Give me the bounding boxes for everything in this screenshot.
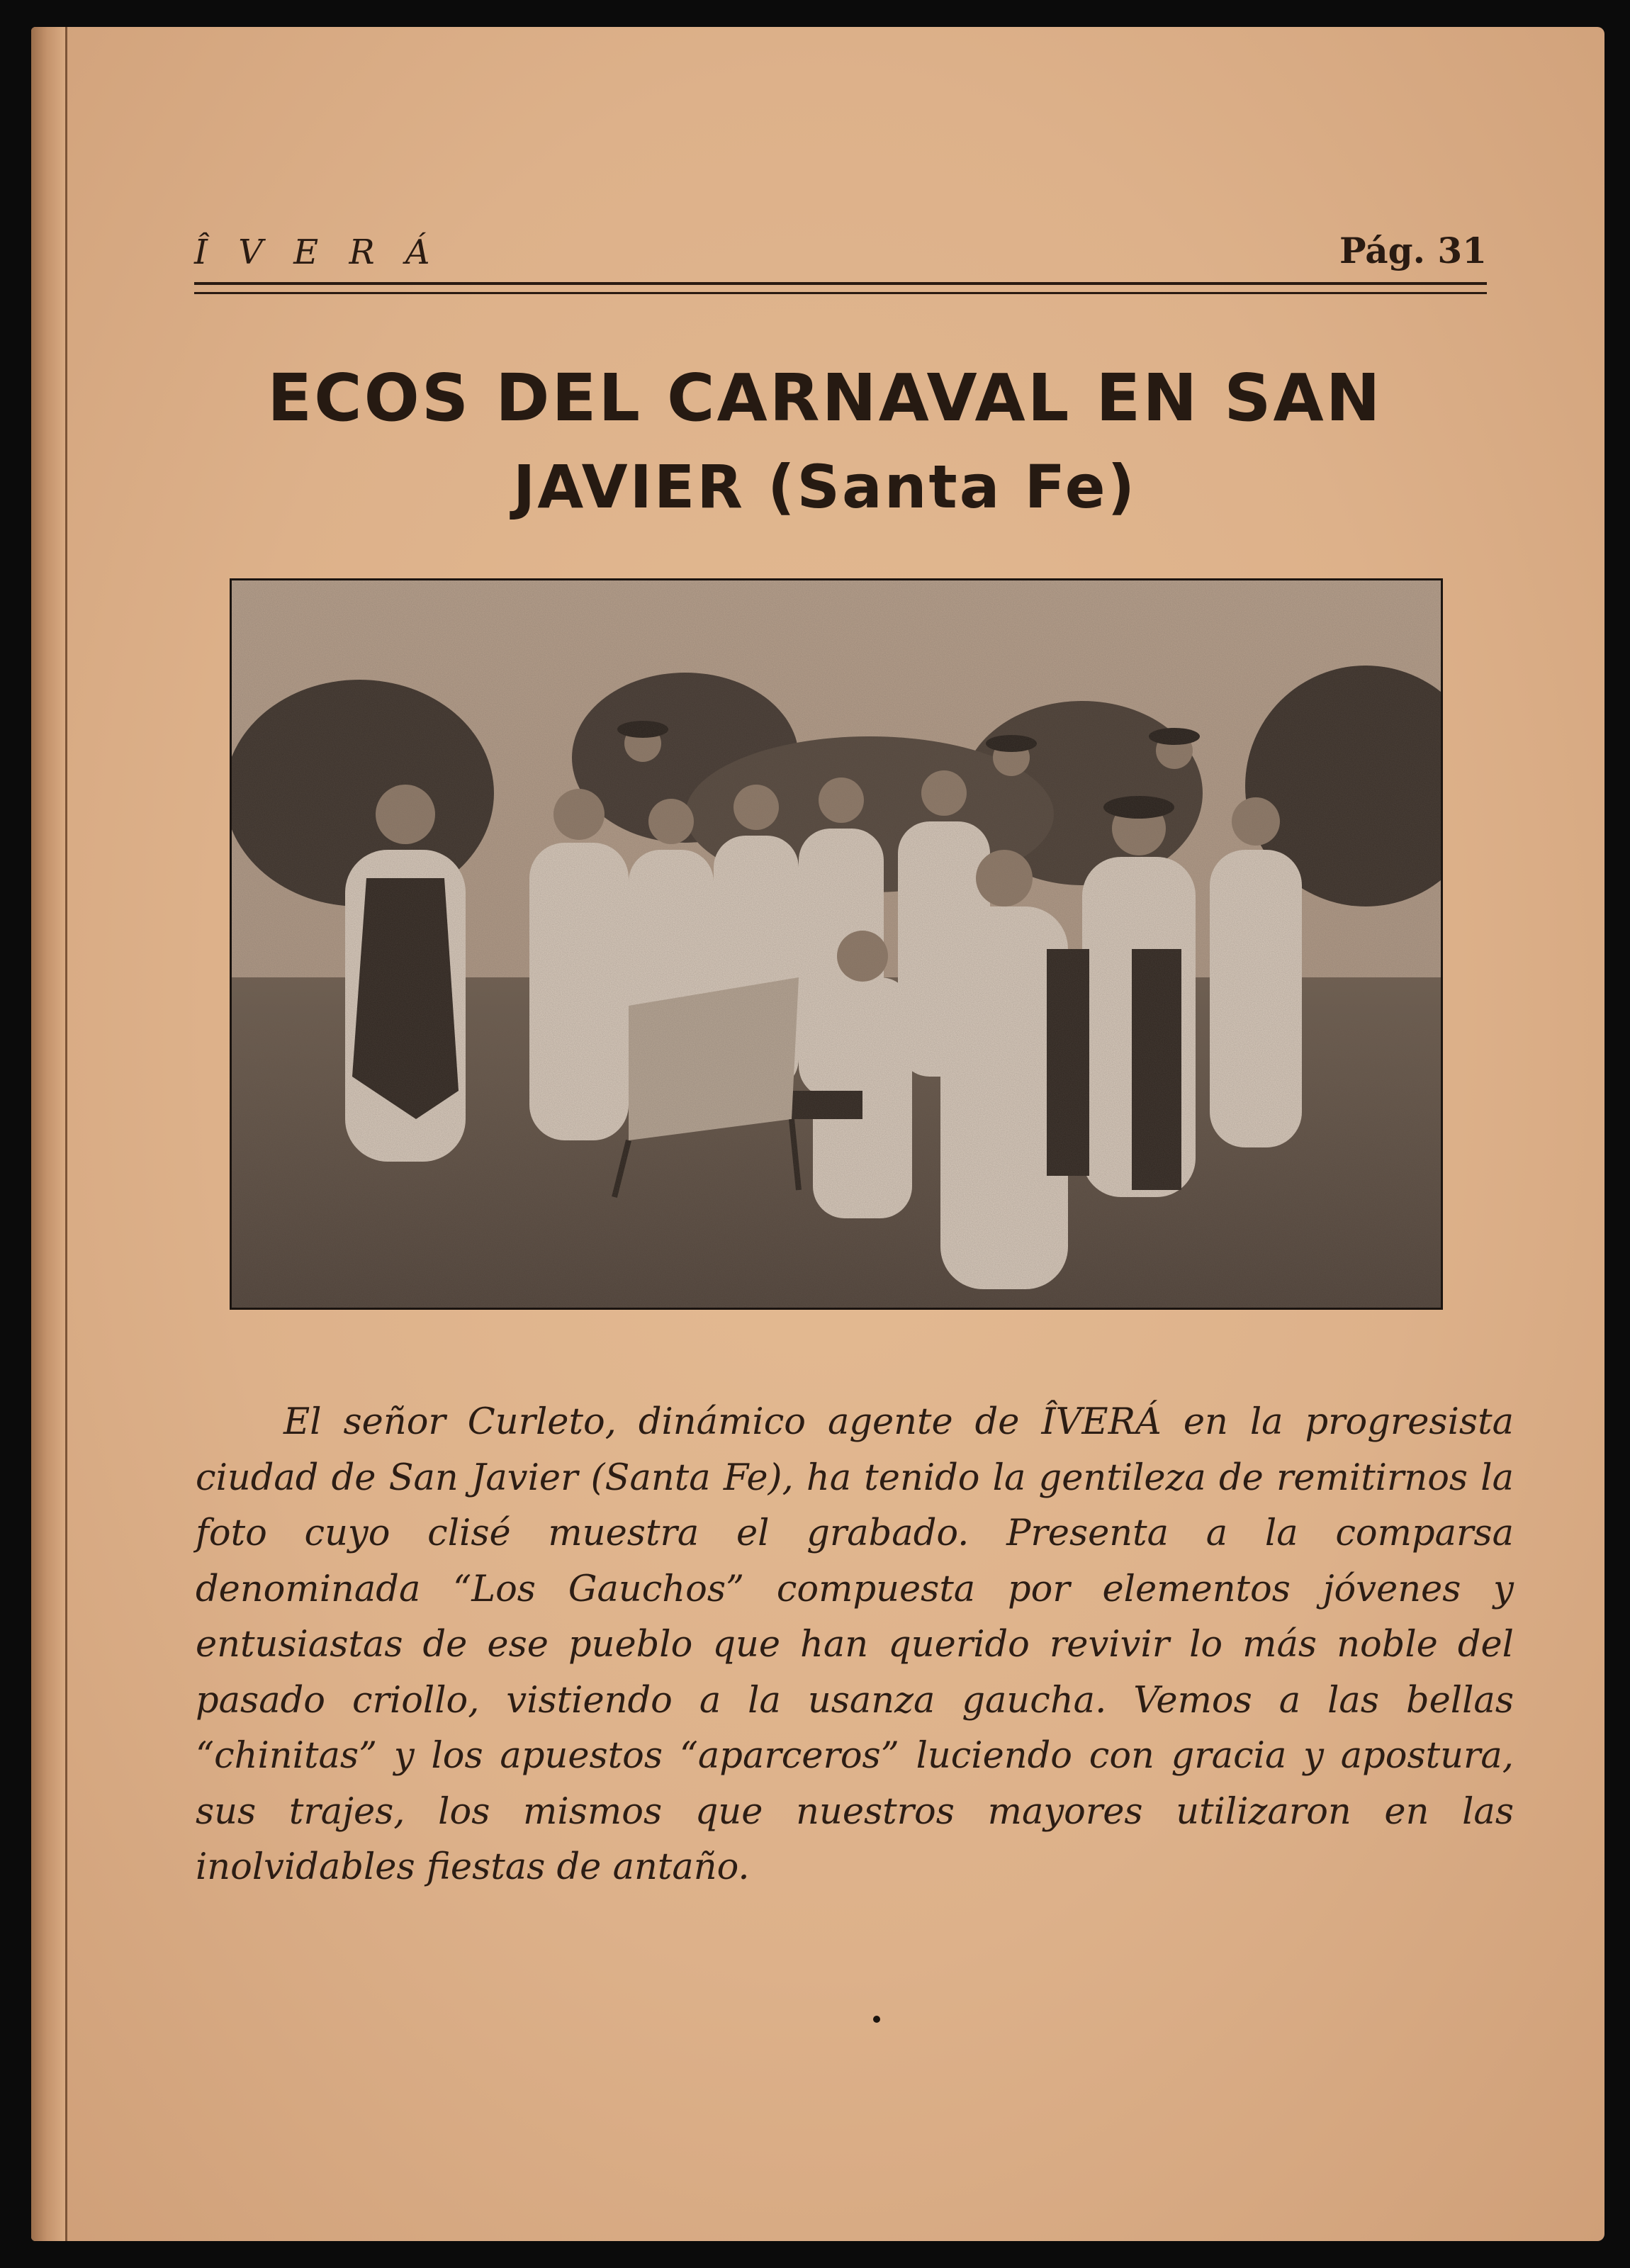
binding-gutter (31, 27, 67, 2241)
magazine-page (31, 27, 1604, 2241)
article-title-line-1: ECOS DEL CARNAVAL EN SAN (267, 360, 1383, 436)
header-rule (194, 282, 1487, 285)
header-rule-thin (194, 292, 1487, 294)
photo-illustration (232, 580, 1441, 1308)
carnival-group-photo (230, 578, 1443, 1310)
article-body: El señor Curleto, dinámico agente de ÎVERÁ en la progresista ciudad de San Javier (Santa Fe), ha tenido la gentileza de remitirnos la foto cuyo clisé muestra el grabado. Presenta a la comparsa denominada “Los Gauchos” compuesta por elementos jóvenes y entusiastas de ese pueblo que han querido revivir lo más noble del pasado criollo, vistiendo a la usanza gaucha. Vemos a las bellas “chinitas” y los apuestos “aparceros” luciendo con gracia y apostura, sus trajes, los mismos que nuestros mayores utilizaron en las inolvidables fiestas de antaño. (196, 1401, 1514, 1888)
page-number: Pág. 31 (1339, 230, 1487, 271)
ornament-dot (873, 2016, 880, 2023)
journal-name: Î V E R Á (194, 232, 440, 272)
article-title-line-2: JAVIER (Santa Fe) (513, 452, 1137, 522)
running-header (164, 204, 1487, 289)
